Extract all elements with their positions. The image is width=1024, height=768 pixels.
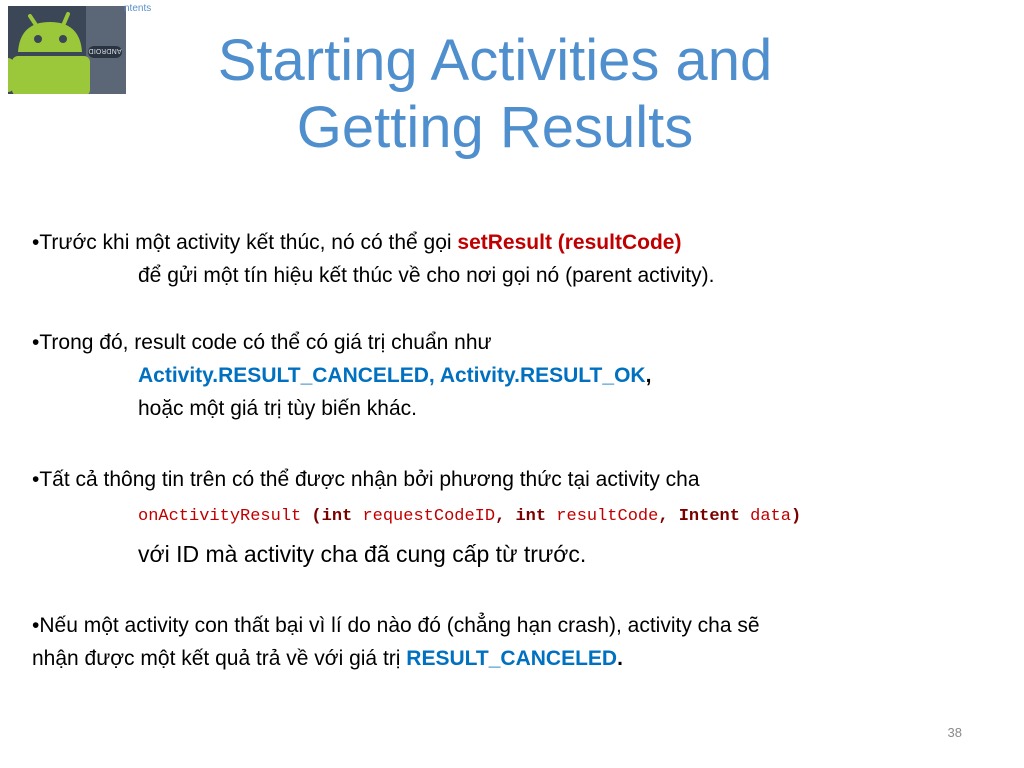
result-codes-comma: , [645, 364, 652, 387]
title-line-2: Getting Results [296, 94, 694, 160]
result-canceled-highlight: RESULT_CANCELED [406, 647, 618, 670]
corner-label: ntents [124, 3, 152, 14]
code-close-paren: ) [790, 507, 802, 526]
bullet-2-text: •Trong đó, result code có thể có giá trị chuẩn như [32, 331, 492, 354]
bullet-1 [32, 226, 992, 259]
page-number: 38 [947, 725, 962, 740]
code-sep-2: , [658, 507, 679, 526]
set-result-highlight: setResult (resultCode) [457, 231, 682, 254]
code-param-3: data [739, 507, 791, 526]
slide-body [32, 226, 992, 675]
bullet-3-text: •Tất cả thông tin trên có thể được nhận bởi phương thức tại activity cha [32, 468, 700, 491]
code-param-2: resultCode [546, 507, 659, 526]
code-kw-intent: Intent [678, 507, 740, 526]
bullet-4-period: . [617, 647, 623, 670]
bullet-4-text-2: nhận được một kết quả trả về với giá trị [32, 647, 407, 670]
bullet-4-line-2 [32, 642, 992, 675]
code-method: onActivityResult [138, 507, 302, 526]
code-param-1: requestCodeID [352, 507, 496, 526]
bullet-4-text: •Nếu một activity con thất bại vì lí do nào đó (chẳng hạn crash), activity cha sẽ [32, 614, 760, 637]
code-sep-1: , [495, 507, 516, 526]
on-activity-result-code [32, 496, 992, 538]
bullet-1-text: •Trước khi một activity kết thúc, nó có thể gọi [32, 231, 458, 254]
code-kw-int-1: int [321, 507, 353, 526]
bullet-3-continuation: với ID mà activity cha đã cung cấp từ trước. [138, 541, 587, 567]
title-line-1: Starting Activities and [217, 28, 773, 93]
bullet-1-continuation: để gửi một tín hiệu kết thúc về cho nơi gọi nó (parent activity). [138, 264, 715, 287]
bullet-2-highlight-line [32, 359, 992, 392]
svg-text:ANDROID: ANDROID [88, 47, 122, 55]
result-codes-highlight: Activity.RESULT_CANCELED, Activity.RESULT_OK [138, 364, 646, 387]
page-title [0, 28, 1024, 161]
bullet-2-continuation: hoặc một giá trị tùy biến khác. [138, 397, 417, 420]
code-kw-int-2: int [515, 507, 547, 526]
code-open-paren: ( [301, 507, 322, 526]
